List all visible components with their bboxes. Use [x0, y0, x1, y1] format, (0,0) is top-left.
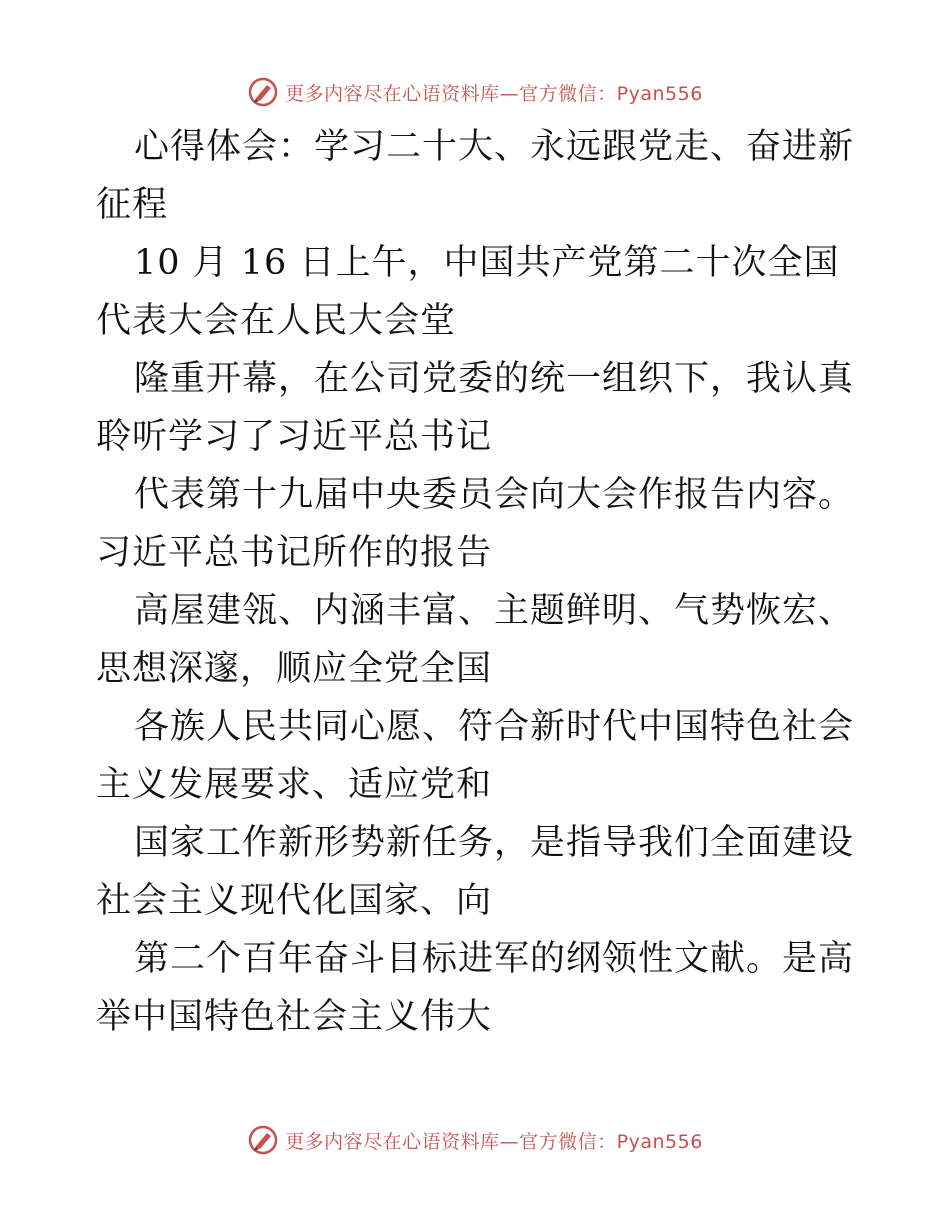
pen-logo-icon [247, 1124, 279, 1156]
watermark-text: 更多内容尽在心语资料库—官方微信：Pyan556 [285, 1130, 703, 1153]
paragraph: 第二个百年奋斗目标进军的纲领性文献。是高举中国特色社会主义伟大 [96, 939, 855, 1037]
pen-logo-icon [247, 76, 279, 108]
paragraph: 代表第十九届中央委员会向大会作报告内容。习近平总书记所作的报告 [96, 475, 855, 573]
paragraph: 国家工作新形势新任务，是指导我们全面建设社会主义现代化国家、向 [96, 823, 855, 921]
watermark-text: 更多内容尽在心语资料库—官方微信：Pyan556 [285, 82, 703, 105]
header-watermark [0, 72, 950, 112]
paragraph: 10 月 16 日上午，中国共产党第二十次全国代表大会在人民大会堂 [96, 243, 840, 341]
paragraph: 隆重开幕，在公司党委的统一组织下，我认真聆听学习了习近平总书记 [96, 359, 855, 457]
document-title: 心得体会：学习二十大、永远跟党走、奋进新征程 [96, 127, 855, 225]
document-body [96, 118, 856, 1046]
paragraph: 各族人民共同心愿、符合新时代中国特色社会主义发展要求、适应党和 [96, 707, 855, 805]
footer-watermark [0, 1120, 950, 1160]
paragraph: 高屋建瓴、内涵丰富、主题鲜明、气势恢宏、思想深邃，顺应全党全国 [96, 591, 855, 689]
